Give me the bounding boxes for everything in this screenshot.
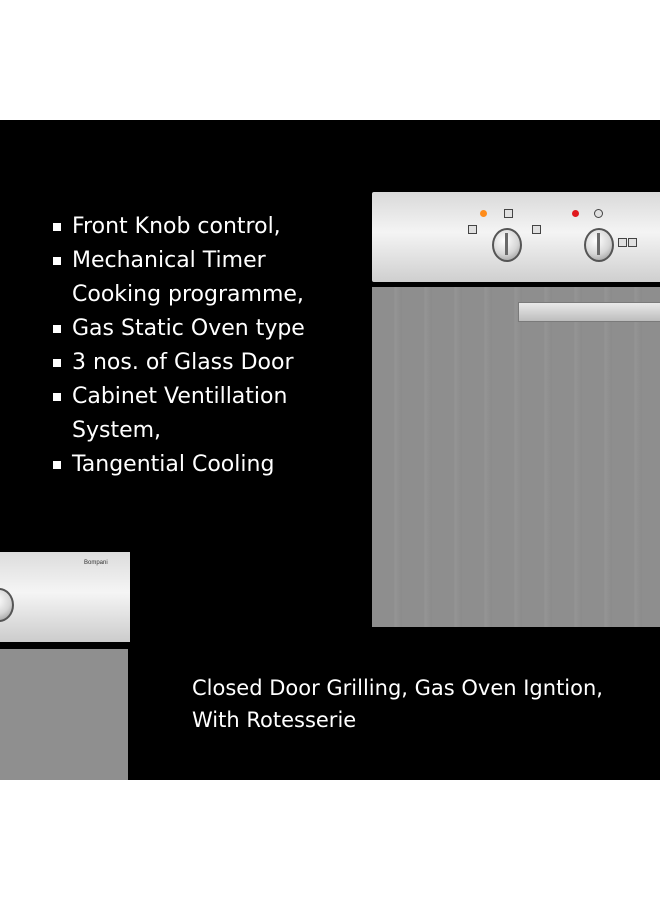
power-icon [594,209,603,218]
feature-text-continuation: System, [72,418,162,443]
orange-indicator-light [480,210,487,217]
feature-text: Mechanical Timer [72,248,266,273]
temperature-knob [492,228,522,262]
feature-item [50,346,305,380]
feature-item [50,210,305,244]
oven-control-panel [372,192,660,282]
red-indicator-light [572,210,579,217]
bullet-icon [53,359,61,367]
feature-item [50,448,305,482]
feature-text: Front Knob control, [72,214,281,239]
feature-text: 3 nos. of Glass Door [72,350,294,375]
feature-item [50,244,305,312]
bullet-icon [53,393,61,401]
feature-text-continuation: Cooking programme, [72,282,304,307]
feature-text: Cabinet Ventillation [72,384,288,409]
oven-control-panel [0,552,130,642]
caption-line: Closed Door Grilling, Gas Oven Igntion, [192,676,603,700]
bullet-icon [53,257,61,265]
oven-image-main [372,192,660,632]
oven-glass-door [372,287,660,627]
feature-caption [192,672,652,736]
feature-text: Gas Static Oven type [72,316,305,341]
oven-knob [0,588,14,622]
caption-line: With Rotesserie [192,708,357,732]
mode-icon [628,238,637,247]
bullet-icon [53,325,61,333]
feature-item [50,380,305,448]
oven-image-secondary [0,552,130,780]
mode-icon [532,225,541,234]
brand-logo: Bompani [84,560,108,566]
bullet-icon [53,461,61,469]
mode-icon [618,238,627,247]
feature-text: Tangential Cooling [72,452,275,477]
mode-icon [468,225,477,234]
function-knob [584,228,614,262]
feature-list [50,210,305,482]
oven-door-handle [518,302,660,322]
feature-item [50,312,305,346]
oven-glass-door [0,649,128,780]
bullet-icon [53,223,61,231]
mode-icon [504,209,513,218]
product-panel [0,120,660,780]
